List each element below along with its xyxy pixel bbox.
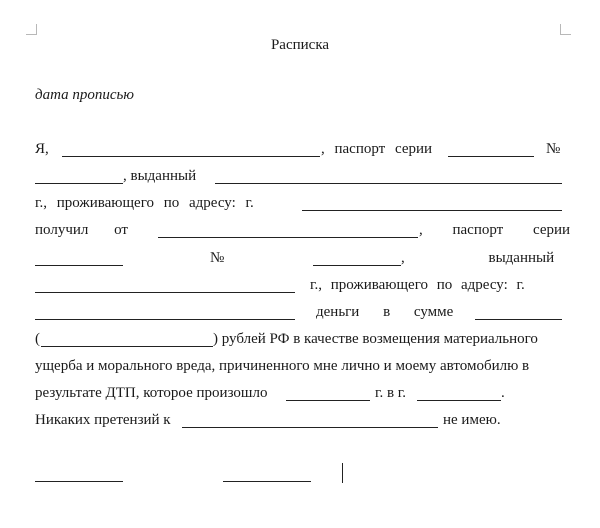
text-issued: , выданный xyxy=(123,168,197,184)
page-corner-mark-top-left xyxy=(26,24,37,35)
date-hint: дата прописью xyxy=(35,87,134,103)
text-received-from: получил от xyxy=(35,222,128,238)
blank-amount-digits[interactable] xyxy=(475,319,562,320)
page-corner-mark-top-right xyxy=(560,24,571,35)
text-number-sign: № xyxy=(546,141,561,157)
blank-signature[interactable] xyxy=(223,481,311,482)
text-rubles-compensation: ) рублей РФ в качестве возмещения материального xyxy=(213,331,538,347)
blank-address[interactable] xyxy=(302,210,562,211)
blank-payer-address[interactable] xyxy=(35,319,295,320)
text-open-paren: ( xyxy=(35,331,40,347)
blank-accident-date[interactable] xyxy=(286,400,370,401)
text-damage-description: ущерба и морального вреда, причиненного мне лично и моему автомобилю в xyxy=(35,358,530,374)
text-period: . xyxy=(501,385,505,401)
blank-payer-name[interactable] xyxy=(158,237,418,238)
blank-signature-date[interactable] xyxy=(35,481,123,482)
text-in-city: г. в г. xyxy=(375,385,407,401)
text-residing-address: г., проживающего по адресу: г. xyxy=(35,195,254,211)
blank-payer-passport-series[interactable] xyxy=(35,265,123,266)
text-cursor xyxy=(342,463,343,483)
blank-passport-series[interactable] xyxy=(448,156,534,157)
blank-payer-issued-by[interactable] xyxy=(35,292,295,293)
text-residing-address-2: г., проживающего по адресу: г. xyxy=(310,277,525,293)
text-money-amount: деньги в сумме xyxy=(316,304,454,320)
blank-issued-by[interactable] xyxy=(215,183,562,184)
text-passport-series: , паспорт серии xyxy=(321,141,433,157)
blank-accident-city[interactable] xyxy=(417,400,501,401)
blank-full-name[interactable] xyxy=(62,156,320,157)
blank-passport-number[interactable] xyxy=(35,183,123,184)
text-issued-2: , выданный xyxy=(401,250,555,266)
text-no-claims: Никаких претензий к xyxy=(35,412,171,428)
blank-payer-passport-number[interactable] xyxy=(313,265,401,266)
text-number-sign-2: № xyxy=(210,250,225,266)
text-passport-series-2: , паспорт серии xyxy=(419,222,571,238)
document-title: Расписка xyxy=(270,37,330,53)
text-have-none: не имею. xyxy=(443,412,501,428)
blank-claims-party[interactable] xyxy=(182,427,438,428)
blank-amount-words[interactable] xyxy=(41,346,213,347)
text-accident-result: результате ДТП, которое произошло xyxy=(35,385,268,401)
text-ya: Я, xyxy=(35,141,49,157)
